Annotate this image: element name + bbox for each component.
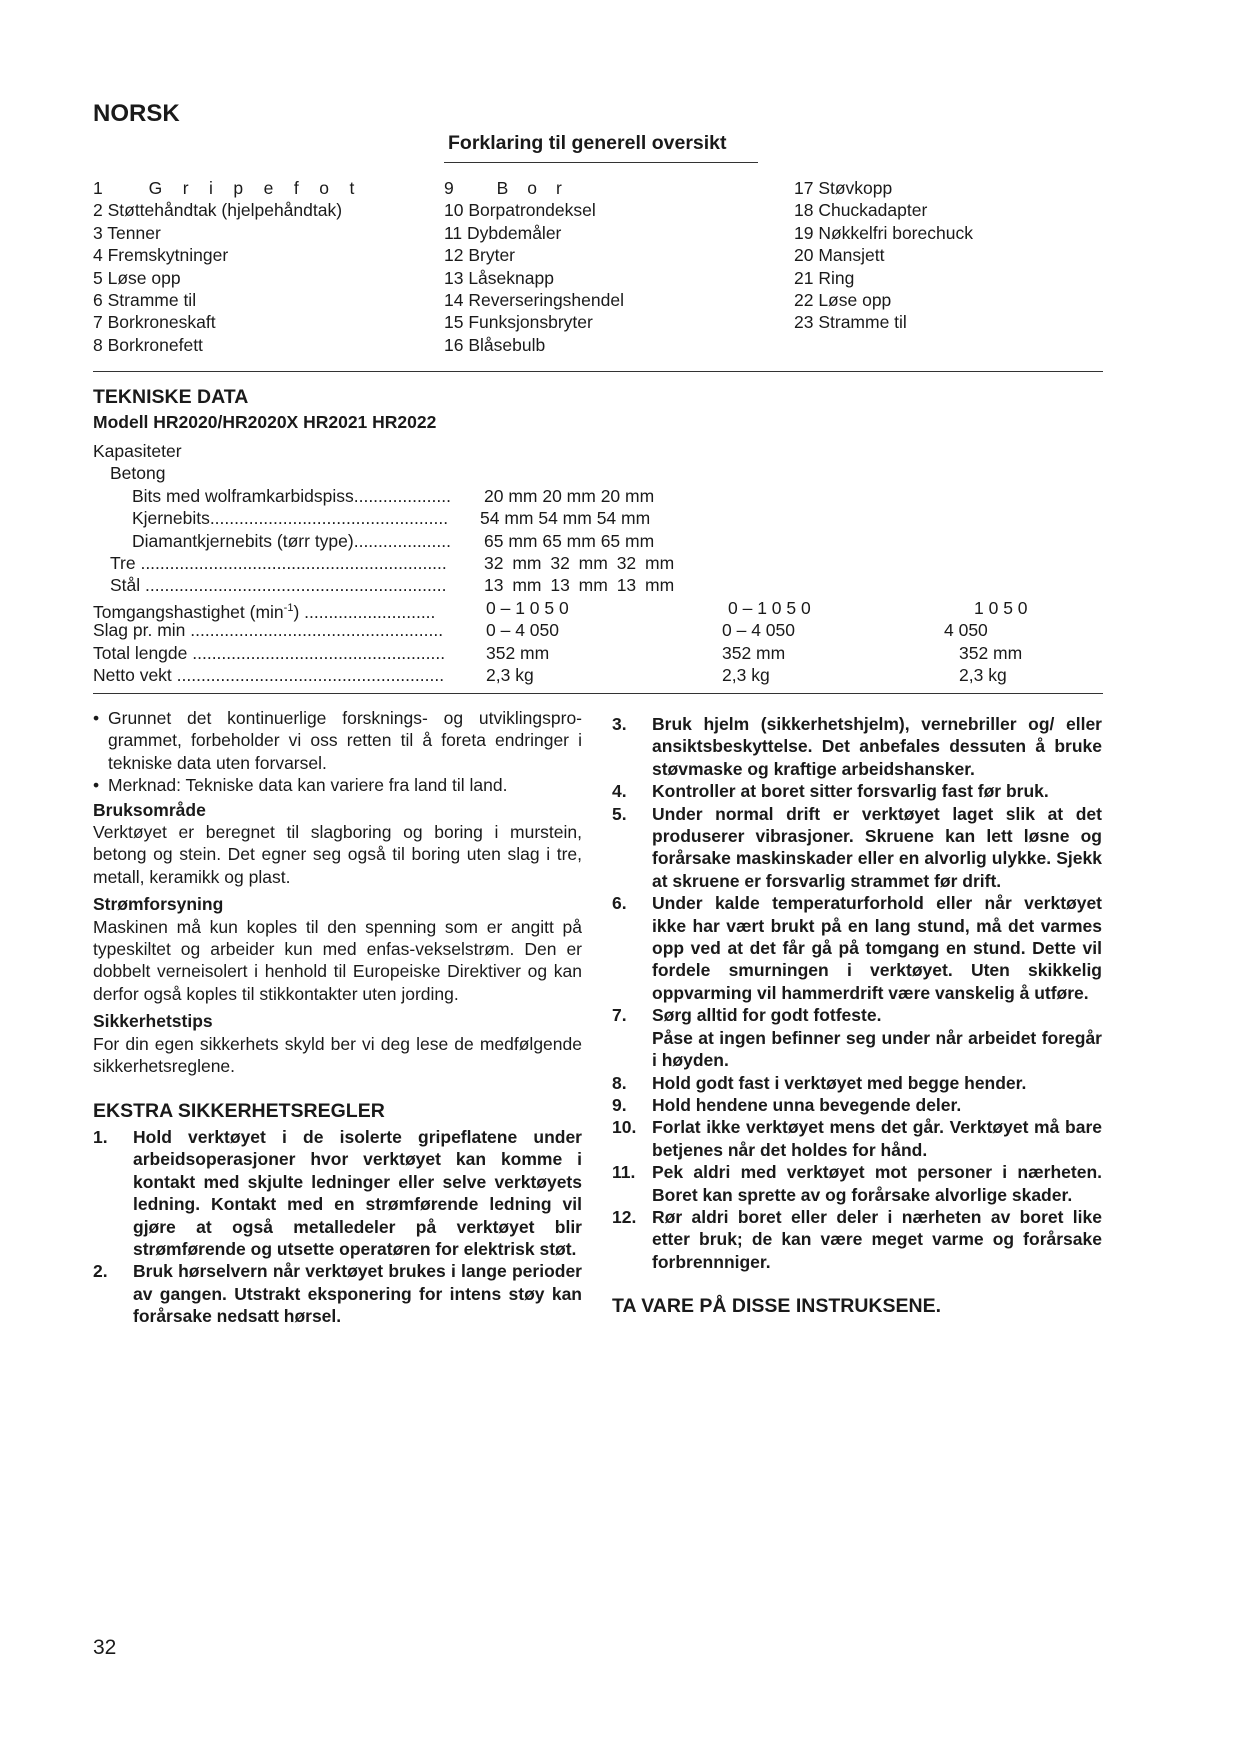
list-item: 15 Funksjonsbryter <box>444 312 593 333</box>
spec-label: Tre ............................................................... <box>110 553 447 573</box>
closing-heading: TA VARE PÅ DISSE INSTRUKSENE. <box>612 1295 942 1318</box>
spec-value: 352 mm <box>486 642 550 663</box>
table-row <box>0 597 1241 622</box>
table-row <box>0 664 1241 686</box>
list-item: 22 Løse opp <box>794 290 892 311</box>
list-item: 21 Ring <box>794 267 855 288</box>
list-item: 3. Bruk hjelm (sikkerhetshjelm), vernebriller og/ eller ansiktsbeskyttelse. Det anbefales dessuten å bruke støvmaske og kraftige arbeidshansker. <box>612 714 1102 779</box>
power-heading: Strømforsyning <box>93 894 224 915</box>
spec-value: 0 – 1 0 5 0 <box>486 597 569 618</box>
list-item: 4 Fremskytninger <box>93 245 229 266</box>
spec-value: 1 0 5 0 <box>974 597 1028 618</box>
list-item: 13 Låseknapp <box>444 267 554 288</box>
list-item: 16 Blåsebulb <box>444 334 546 355</box>
safety-tips-text: For din egen sikkerhets skyld ber vi deg lese de medfølgende sikkerhetsreglene. <box>93 1033 582 1077</box>
list-item: 1 Gripefot <box>93 178 375 198</box>
spec-value: 0 – 4 050 <box>486 620 559 641</box>
list-item: 12 Bryter <box>444 245 515 266</box>
spec-value: 4 050 <box>944 620 988 641</box>
spec-value: 32 mm 32 mm 32 mm <box>484 553 675 573</box>
safety-tips-heading: Sikkerhetstips <box>93 1011 213 1032</box>
spec-label: Total lengde .................................................... <box>93 642 446 663</box>
left-column <box>93 707 582 1328</box>
table-row <box>0 552 1241 574</box>
list-item: 2. Bruk hørselvern når verktøyet brukes i lange perioder av gangen. Utstrakt eksponering for intens støy kan forårsake nedsatt hørsel. <box>93 1261 582 1327</box>
right-column <box>612 713 1102 1318</box>
page-number: 32 <box>93 1636 117 1659</box>
note-item: • Grunnet det kontinuerlige forsknings- og utviklingsprogrammet, forbeholder vi oss retten til å foreta endringer i tekniske data uten forvarsel. <box>93 708 582 773</box>
list-item: 12. Rør aldri boret eller deler i nærheten av boret like etter bruk; de kan være meget varme og forårsake forbrennniger. <box>612 1206 1102 1272</box>
list-item: 14 Reverseringshendel <box>444 290 624 311</box>
overview-underline <box>444 162 758 163</box>
overview-title: Forklaring til generell oversikt <box>448 132 727 154</box>
note-item: • Merknad: Tekniske data kan variere fra land til land. <box>93 775 508 796</box>
spec-value: 20 mm 20 mm 20 mm <box>484 485 655 506</box>
parts-list-col2 <box>444 177 624 356</box>
list-item: 5. Under normal drift er verktøyet laget slik at det produserer vibrasjoner. Skruene kan lett løsne og forårsake maskinskader eller en alvorlig ulykke. Sjekk at skruene er forsvarlig strammet før drift. <box>612 803 1102 891</box>
list-item: 9 Bor <box>444 178 581 198</box>
list-item: 8 Borkronefett <box>93 334 203 355</box>
table-row <box>0 574 1241 596</box>
parts-list-col1 <box>93 177 375 356</box>
spec-value: 2,3 kg <box>959 665 1007 685</box>
section-divider <box>93 371 1103 372</box>
list-item: 23 Stramme til <box>794 312 907 333</box>
spec-value: 2,3 kg <box>486 665 534 685</box>
language-heading: NORSK <box>93 100 180 127</box>
spec-value: 2,3 kg <box>722 665 770 685</box>
list-item: 6 Stramme til <box>93 290 197 311</box>
spec-label: Diamantkjernebits (tørr type).................... <box>132 530 451 551</box>
spec-value: 65 mm 65 mm 65 mm <box>484 530 655 551</box>
spec-value: 352 mm <box>722 642 786 663</box>
spec-concrete: Betong <box>110 463 166 484</box>
list-item: 6. Under kalde temperaturforhold eller når verktøyet ikke har vært brukt på en lang stund, må det varmes opp ved at det får gå på tomgang en stund. Dette vil fordele smurningen i verktøyet. Uten skikkelig oppvarming vil hammerdrift være vanskelig å utføre. <box>612 893 1102 1003</box>
spec-label: Stål .............................................................. <box>110 575 447 596</box>
list-item: 18 Chuckadapter <box>794 200 928 221</box>
table-row <box>0 507 1241 529</box>
list-item: 4. Kontroller at boret sitter forsvarlig fast før bruk. <box>612 781 1049 802</box>
usage-heading: Bruksområde <box>93 799 206 820</box>
spec-value: 352 mm <box>959 642 1023 663</box>
specs-model: Modell HR2020/HR2020X HR2021 HR2022 <box>93 412 437 432</box>
list-item: 17 Støvkopp <box>794 178 893 198</box>
section-divider <box>93 693 1103 694</box>
spec-label: Bits med wolframkarbidspiss.................... <box>132 485 451 506</box>
specs-table <box>0 440 1241 690</box>
parts-list-col3 <box>794 177 973 334</box>
list-item: 7 Borkroneskaft <box>93 312 216 333</box>
list-item: 10. Forlat ikke verktøyet mens det går. Verktøyet må bare betjenes når det holdes for hånd. <box>612 1117 1102 1160</box>
table-row <box>0 642 1241 664</box>
power-text: Maskinen må kun koples til den spenning som er angitt på typeskiltet og arbeider kun med enfas-vekselstrøm. Den er dobbelt verneisolert i henhold til Europeiske Direktiver og kan derfor også koples til stikkontakter uten jording. <box>93 916 582 1004</box>
specs-title: TEKNISKE DATA <box>93 386 249 408</box>
list-item: 8. Hold godt fast i verktøyet med begge hender. <box>612 1072 1027 1093</box>
spec-capacities: Kapasiteter <box>93 441 182 461</box>
spec-label: Slag pr. min .................................................... <box>93 620 444 641</box>
table-row <box>0 530 1241 552</box>
spec-value: 0 – 1 0 5 0 <box>728 597 811 618</box>
spec-label: Netto vekt ....................................................... <box>93 665 445 685</box>
list-item: 19 Nøkkelfri borechuck <box>794 222 973 243</box>
table-row <box>0 619 1241 641</box>
list-item: 1. Hold verktøyet i de isolerte gripeflatene under arbeidsoperasjoner hvor verktøyet kan komme i kontakt med skjulte ledninger eller selve verktøyets ledning. Kontakt med en strømførende ledning vil gjøre at også metalledeler på verktøyet blir strømførende og utsette operatøren for elektrisk støt. <box>93 1126 582 1259</box>
extra-rules-heading: EKSTRA SIKKERHETSREGLER <box>93 1099 385 1122</box>
spec-value: 0 – 4 050 <box>722 620 795 641</box>
spec-label: Tomgangshastighet $(\min^{-1})$ ........................... <box>93 601 436 622</box>
list-item: 7. Sørg alltid for godt fotfeste. Påse at ingen befinner seg under når arbeidet foregår i høyden. <box>612 1005 1102 1071</box>
usage-text: Verktøyet er beregnet til slagboring og boring i murstein, betong og stein. Det egner seg også til boring uten slag i tre, metall, keramikk og plast. <box>93 822 582 887</box>
list-item: 20 Mansjett <box>794 245 885 266</box>
list-item: 11. Pek aldri med verktøyet mot personer i nærheten. Boret kan sprette av og forårsake alvorlige skader. <box>612 1162 1102 1205</box>
list-item: 11 Dybdemåler <box>444 222 562 243</box>
list-item: 9. Hold hendene unna bevegende deler. <box>612 1094 962 1115</box>
list-item: 10 Borpatrondeksel <box>444 200 596 221</box>
list-item: 2 Støttehåndtak (hjelpehåndtak) <box>93 200 343 221</box>
spec-label: Kjernebits................................................. <box>132 508 449 529</box>
table-row <box>0 485 1241 507</box>
spec-value: 54 mm 54 mm 54 mm <box>480 508 651 529</box>
spec-value: 13 mm 13 mm 13 mm <box>484 575 675 596</box>
list-item: 3 Tenner <box>93 222 161 243</box>
list-item: 5 Løse opp <box>93 267 181 288</box>
